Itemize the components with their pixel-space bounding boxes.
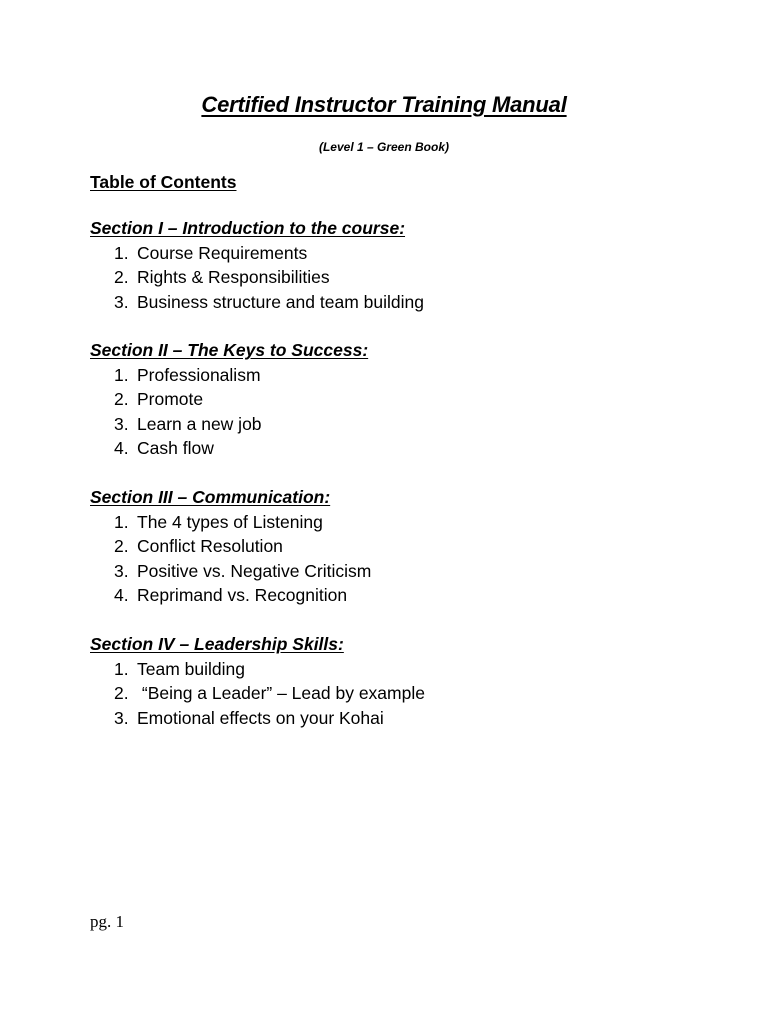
list-item-number: 1. bbox=[114, 242, 129, 263]
list-item bbox=[90, 657, 710, 682]
document-subtitle: (Level 1 – Green Book) bbox=[318, 140, 450, 154]
section-1 bbox=[90, 216, 710, 314]
list-item-text: Course Requirements bbox=[137, 242, 308, 263]
list-item-text: Promote bbox=[137, 389, 204, 409]
list-item-number: 3. bbox=[114, 707, 129, 728]
list-item-number: 1. bbox=[114, 364, 129, 385]
list-item bbox=[90, 436, 710, 461]
list-item-text: The 4 types of Listening bbox=[137, 511, 323, 532]
section-3 bbox=[90, 485, 710, 608]
toc-heading: Table of Contents bbox=[90, 172, 237, 192]
list-item-text: Cash flow bbox=[137, 438, 214, 458]
list-item-text: Positive vs. Negative Criticism bbox=[137, 560, 372, 581]
list-item bbox=[90, 534, 710, 559]
list-item bbox=[90, 265, 710, 290]
list-item bbox=[90, 387, 710, 412]
list-item bbox=[90, 681, 710, 706]
list-item-number: 4. bbox=[114, 438, 129, 458]
list-item bbox=[90, 583, 710, 608]
list-item-text: Business structure and team building bbox=[137, 291, 424, 312]
list-item-text: Conflict Resolution bbox=[137, 536, 283, 556]
document-title: Certified Instructor Training Manual bbox=[201, 92, 567, 117]
section-title: Section I – Introduction to the course: bbox=[90, 218, 406, 238]
list-item-number: 3. bbox=[114, 291, 129, 312]
list-item-text: Reprimand vs. Recognition bbox=[137, 585, 348, 605]
section-title: Section III – Communication: bbox=[90, 487, 331, 507]
list-item-number: 2. bbox=[114, 536, 129, 556]
list-item bbox=[90, 510, 710, 535]
section-4 bbox=[90, 632, 710, 730]
list-item bbox=[90, 290, 710, 315]
list-item-text: Rights & Responsibilities bbox=[137, 267, 330, 287]
list-item-text: Professionalism bbox=[137, 364, 261, 385]
list-item bbox=[90, 363, 710, 388]
list-item bbox=[90, 412, 710, 437]
list-item-number: 1. bbox=[114, 658, 129, 679]
list-item-number: 2. bbox=[114, 267, 129, 287]
list-item-text: “Being a Leader” – Lead by example bbox=[137, 683, 425, 703]
list-item bbox=[90, 559, 710, 584]
list-item bbox=[90, 241, 710, 266]
section-title: Section II – The Keys to Success: bbox=[90, 340, 369, 360]
section-title: Section IV – Leadership Skills: bbox=[90, 634, 344, 654]
list-item-number: 2. bbox=[114, 389, 129, 409]
list-item-text: Emotional effects on your Kohai bbox=[137, 707, 384, 728]
list-item-number: 2. bbox=[114, 683, 129, 703]
list-item-number: 4. bbox=[114, 585, 129, 605]
list-item-number: 1. bbox=[114, 511, 129, 532]
section-2 bbox=[90, 338, 710, 461]
list-item-number: 3. bbox=[114, 560, 129, 581]
list-item-number: 3. bbox=[114, 413, 129, 434]
page-number: pg. 1 bbox=[90, 912, 124, 931]
list-item-text: Team building bbox=[137, 658, 245, 679]
list-item-text: Learn a new job bbox=[137, 413, 262, 434]
list-item bbox=[90, 706, 710, 731]
